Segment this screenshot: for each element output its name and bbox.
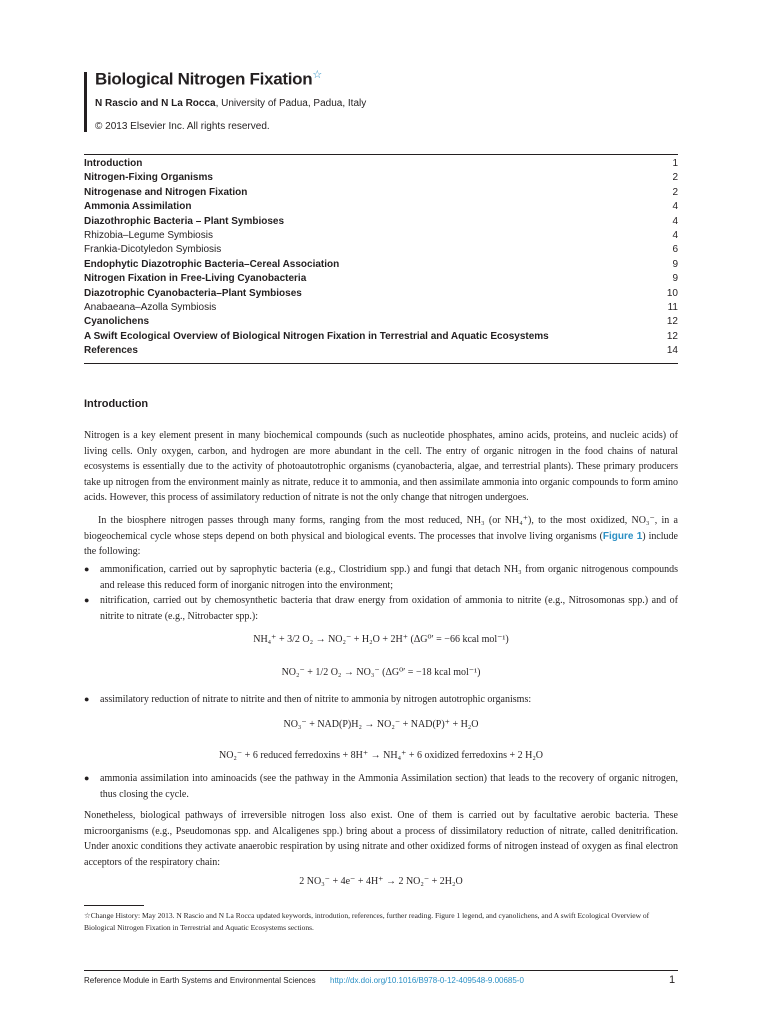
bullet-list-ammonia [84,771,678,802]
toc-entry-label[interactable]: A Swift Ecological Overview of Biological Nitrogen Fixation in Terrestrial and Aquatic Ecosystems [84,330,549,342]
header-accent-bar [84,72,87,132]
toc-entry-page: 4 [672,229,678,241]
toc-entry[interactable] [84,229,678,243]
change-history-footnote: ☆Change History: May 2013. N Rascio and N La Rocca updated keywords, introdution, references, further reading. Figure 1 legend, and cyanolichens, and A swift Ecological Overview of Biological Nitrogen Fixation in Terrestrial and Aquatic Ecosystems sections. [84,911,650,932]
toc-entry-label[interactable]: Ammonia Assimilation [84,201,192,213]
toc-entry-page: 9 [672,273,678,285]
paragraph-denitrification: Nonetheless, biological pathways of irreversible nitrogen loss also exist. One of them is carried out by facultative aerobic bacteria. These microorganisms (e.g., Pseudomonas spp. and Alcaligenes spp.) bring about a process of dissimilatory reduction of nitrate, called denitrification. Under anoxic conditions they activate anaerobic respiration by using nitrate and other oxidized forms of nitrogen instead of oxygen as final electron acceptors of the respiratory chain: [84,810,678,868]
authors-line [95,98,366,109]
toc-entry-page: 6 [672,244,678,256]
bullet-ammonia-assimilation: ● ammonia assimilation into aminoacids (see the pathway in the Ammonia Assimilation section) that leads to the recovery of organic nitrogen, thus closing the cycle. [84,771,678,802]
toc-entry-page: 9 [672,258,678,270]
toc-entry-page: 11 [667,301,678,313]
footnote-divider [84,905,144,906]
toc-entry-label[interactable]: Cyanolichens [84,316,150,328]
toc-entry-page: 12 [666,330,678,342]
toc-entry[interactable] [84,287,678,301]
bullet-list-processes [84,562,678,624]
paragraph-biosphere [84,513,678,560]
toc-entry-page: 4 [672,201,678,213]
footer-divider [84,970,678,971]
toc-entry-label[interactable]: Frankia-Dicotyledon Symbiosis [84,244,222,256]
toc-entry-label[interactable]: Introduction [84,158,143,169]
toc-entry[interactable] [84,200,678,214]
bullet-nitrification: ● nitrification, carried out by chemosynthetic bacteria that draw energy from oxidation of ammonia to nitrite (e.g., Nitrosomonas spp.) and of nitrite to nitrate (e.g., Nitrobacter spp.): [84,593,678,624]
toc-entry-label[interactable]: Diazotrophic Cyanobacteria–Plant Symbioses [84,287,302,299]
equation-nitrite-reduction: NO₂⁻ + 6 reduced ferredoxins + 8H⁺ → NH₄⁺ + 6 oxidized ferredoxins + 2 H₂O [218,750,544,761]
article-title [95,68,322,90]
article-title-text: Biological Nitrogen Fixation [95,69,313,89]
toc-entry[interactable] [84,243,678,257]
copyright: © 2013 Elsevier Inc. All rights reserved. [95,121,270,132]
toc-entry-page: 1 [672,158,678,169]
page-number: 1 [669,974,676,986]
toc-entry[interactable] [84,258,678,272]
change-history-mark[interactable]: ☆ [312,69,322,81]
toc-entry-label[interactable]: Nitrogen-Fixing Organisms [84,172,213,184]
bullet-ammonification: ● ammonification, carried out by saprophytic bacteria (e.g., Clostridium spp.) and fungi that detach NH₃ from organic nitrogenous compounds and release this reduced form of inorganic nitrogen into the environment; [84,562,678,593]
toc-entry[interactable] [84,157,678,171]
toc-entry[interactable] [84,171,678,185]
toc-entry[interactable] [84,344,678,358]
author-names: N Rascio and N La Rocca [95,98,216,109]
toc-entry-label[interactable]: Diazothrophic Bacteria – Plant Symbioses [84,215,285,227]
toc-entry[interactable] [84,315,678,329]
toc-entry[interactable] [84,272,678,286]
equation-nitrate-reduction: NO₃⁻ + NAD(P)H₂ → NO₂⁻ + NAD(P)⁺ + H₂O [283,719,479,730]
figure-1-link[interactable]: Figure 1 [602,530,643,542]
toc-entry-page: 2 [672,186,678,198]
toc-entry-label[interactable]: Anabaeana–Azolla Symbiosis [84,301,217,313]
equation-nitrification-2: NO₂⁻ + 1/2 O₂ → NO₃⁻ (ΔG⁰′ = −18 kcal mol⁻¹) [281,667,481,678]
toc-entry-label[interactable]: Rhizobia–Legume Symbiosis [84,229,213,241]
paragraph-biosphere-tail: ) include the following: [84,530,678,558]
footer-doi-link[interactable]: http://dx.doi.org/10.1016/B978-0-12-409548-9.00685-0 [330,976,524,985]
equation-nitrification-1: NH₄⁺ + 3/2 O₂ → NO₂⁻ + H₂O + 2H⁺ (ΔG⁰′ = −66 kcal mol⁻¹) [253,634,509,645]
affiliation: , University of Padua, Padua, Italy [215,98,367,109]
toc-entry[interactable] [84,330,678,344]
toc-entry-page: 12 [666,316,678,328]
footer-source: Reference Module in Earth Systems and Environmental Sciences [84,976,316,985]
bullet-assimilatory-reduction: ● assimilatory reduction of nitrate to nitrite and then of nitrite to ammonia by nitrogen autotrophic organisms: [84,692,678,708]
paragraph-biosphere-text: In the biosphere nitrogen passes through many forms, ranging from the most reduced, NH₃ (or NH₄⁺), to the most oxidized, NO₃⁻, in a biogeochemical cycle whose steps depend on both physical and biological events. The processes that involve living organisms ( [84,515,678,542]
toc-entry[interactable] [84,215,678,229]
toc-entry-page: 14 [666,345,678,357]
toc-entry-label[interactable]: Endophytic Diazotrophic Bacteria–Cereal Association [84,258,340,270]
toc-entry-page: 2 [672,172,678,184]
equation-denitrification: 2 NO₃⁻ + 4e⁻ + 4H⁺ → 2 NO₂⁻ + 2H₂O [299,876,463,887]
toc-entry-page: 4 [672,215,678,227]
toc-entry[interactable] [84,301,678,315]
toc-entry[interactable] [84,186,678,200]
paragraph-intro: Nitrogen is a key element present in many biochemical compounds (such as nucleotide phosphates, amino acids, proteins, and nucleic acids) of living cells. Only oxygen, carbon, and hydrogen are more abundant in the cell. The entry of organic nitrogen in the food chains of natural ecosystems is essentially due to the activity of photoautotrophic organisms (cyanobacteria, algae, and terrestrial plants). These primary producers take up nitrogen from the environment mainly as nitrate, reduce it to ammonia, and then assimilate ammonia into organic compounds to form amino acids. However, this process of assimilatory reduction of nitrate is not the only change that nitrogen undergoes. [84,430,678,504]
table-of-contents [84,154,678,364]
toc-entry-label[interactable]: Nitrogen Fixation in Free-Living Cyanobacteria [84,273,307,285]
toc-entry-page: 10 [666,287,678,299]
section-heading: Introduction [84,398,149,410]
toc-entry-label[interactable]: Nitrogenase and Nitrogen Fixation [84,186,248,198]
bullet-list-assimilatory [84,692,678,708]
toc-entry-label[interactable]: References [84,345,138,357]
